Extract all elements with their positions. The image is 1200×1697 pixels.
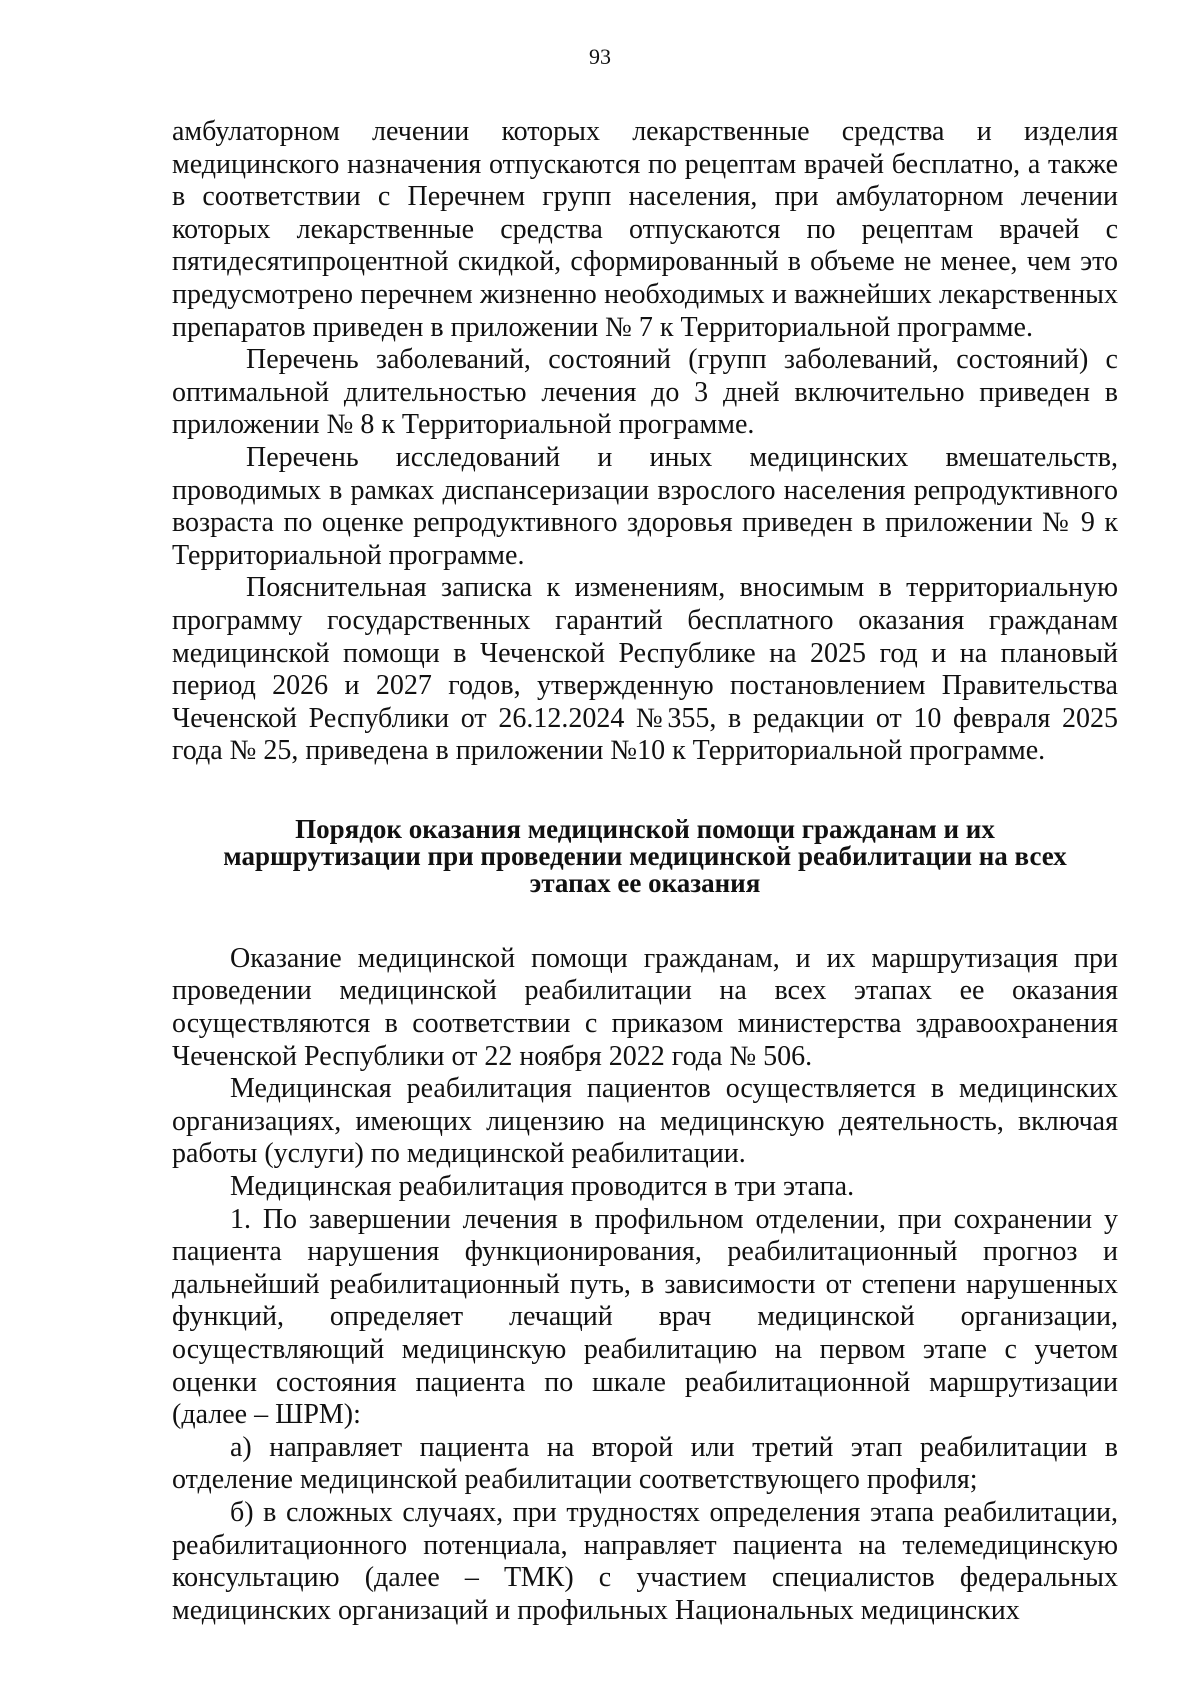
spacer [172, 897, 1118, 943]
paragraph-appendix-8: Перечень заболеваний, состояний (групп заболеваний, состояний) с оптимальной длительностью лечения до 3 дней включительно приведен в приложении № 8 к Территориальной программе. [172, 344, 1118, 441]
document-body [172, 116, 1118, 1627]
paragraph-rehab-organizations: Медицинская реабилитация пациентов осуществляется в медицинских организациях, имеющих лицензию на медицинскую деятельность, включая работы (услуги) по медицинской реабилитации. [172, 1073, 1118, 1170]
paragraph-appendix-9: Перечень исследований и иных медицинских вмешательств, проводимых в рамках диспансеризации взрослого населения репродуктивного возраста по оценке репродуктивного здоровья приведен в приложении № 9 к Территориальной программе. [172, 441, 1118, 571]
paragraph-continuation: амбулаторном лечении которых лекарственные средства и изделия медицинского назначения отпускаются по рецептам врачей бесплатно, а также в соответствии с Перечнем групп населения, при амбулаторном лечении которых лекарственные средства отпускаются по рецептам врачей с пятидесятипроцентной скидкой, сформированный в объеме не менее, чем это предусмотрено перечнем жизненно необходимых и важнейших лекарственных препаратов приведен в приложении № 7 к Территориальной программе. [172, 116, 1118, 343]
section-heading-line-2: маршрутизации при проведении медицинской реабилитации на всех [223, 840, 1067, 871]
page-number: 93 [589, 44, 611, 69]
section-heading-line-3: этапах ее оказания [529, 867, 761, 898]
paragraph-item-a: а) направляет пациента на второй или третий этап реабилитации в отделение медицинской реабилитации соответствующего профиля; [172, 1431, 1118, 1496]
paragraph-routing-order: Оказание медицинской помощи гражданам, и их маршрутизация при проведении медицинской реабилитации на всех этапах ее оказания осуществляются в соответствии с приказом министерства здравоохранения Чеченской Республики от 22 ноября 2022 года № 506. [172, 942, 1118, 1072]
section-heading-line-1: Порядок оказания медицинской помощи гражданам и их [295, 813, 995, 844]
paragraph-stage-1: 1. По завершении лечения в профильном отделении, при сохранении у пациента нарушения функционирования, реабилитационный прогноз и дальнейший реабилитационный путь, в зависимости от степени нарушенных функций, определяет лечащий врач медицинской организации, осуществляющий медицинскую реабилитацию на первом этапе с учетом оценки состояния пациента по шкале реабилитационной маршрутизации (далее – ШРМ): [172, 1203, 1118, 1431]
paragraph-item-b: б) в сложных случаях, при трудностях определения этапа реабилитации, реабилитационного потенциала, направляет пациента на телемедицинскую консультацию (далее – ТМК) с участием специалистов федеральных медицинских организаций и профильных Национальных медицинских [172, 1496, 1118, 1626]
paragraph-three-stages: Медицинская реабилитация проводится в три этапа. [230, 1171, 855, 1203]
spacer [172, 768, 1118, 816]
section-heading [172, 813, 1118, 898]
paragraph-appendix-10: Пояснительная записка к изменениям, вносимым в территориальную программу государственных гарантий бесплатного оказания гражданам медицинской помощи в Чеченской Республике на 2025 год и на плановый период 2026 и 2027 годов, утвержденную постановлением Правительства Чеченской Республики от 26.12.2024 №355, в редакции от 10 февраля 2025 года № 25, приведена в приложении №10 к Территориальной программе. [172, 572, 1118, 767]
